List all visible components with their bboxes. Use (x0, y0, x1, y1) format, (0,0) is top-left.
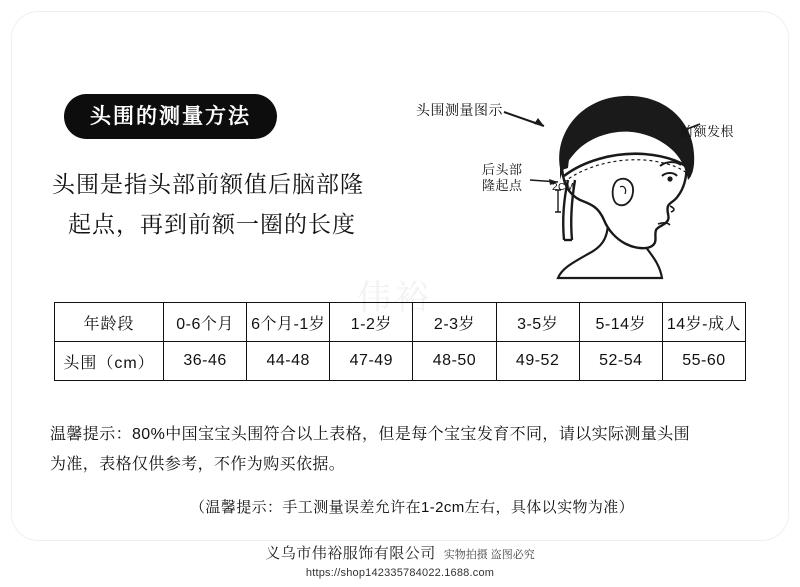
table-cell-hc-4: 49-52 (496, 342, 579, 381)
size-table-wrapper (54, 302, 746, 381)
table-row-header-age: 年龄段 (55, 303, 164, 342)
table-cell-age-6: 14岁-成人 (662, 303, 745, 342)
note-sub-text: （温馨提示：手工测量误差允许在1-2cm左右，具体以实物为准） (190, 499, 635, 516)
footer-shop-url: https://shop142335784022.1688.com (305, 567, 495, 579)
table-cell-hc-1: 44-48 (247, 342, 330, 381)
note-line-2: 为准，表格仅供参考，不作为购买依据。 (50, 455, 346, 473)
description-text (52, 164, 452, 245)
table-cell-age-5: 5-14岁 (579, 303, 662, 342)
footer-company-line (0, 542, 800, 563)
note-line-1: 温馨提示：80%中国宝宝头围符合以上表格，但是每个宝宝发育不同，请以实际测量头围 (50, 426, 691, 443)
footer-company-name: 义乌市伟裕服饰有限公司 (265, 545, 436, 562)
table-cell-hc-5: 52-54 (579, 342, 662, 381)
footer (0, 542, 800, 579)
description-line-2: 起点，再到前额一圈的长度 (68, 211, 356, 238)
content-card (12, 12, 788, 540)
front-hairline-label: 前额发根 (680, 124, 735, 139)
table-cell-hc-6: 55-60 (662, 342, 745, 381)
description-line-1: 头围是指头部前额值后脑部隆 (52, 171, 364, 197)
footer-company-note: 实物拍摄 盗图必究 (443, 549, 535, 561)
note-text (50, 420, 760, 479)
table-cell-hc-0: 36-46 (164, 342, 247, 381)
size-table (54, 302, 746, 381)
table-row (55, 303, 746, 342)
table-cell-age-0: 0-6个月 (164, 303, 247, 342)
head-measure-illustration (412, 72, 782, 292)
page-title: 头围的测量方法 (64, 94, 277, 139)
table-cell-age-4: 3-5岁 (496, 303, 579, 342)
diagram-label: 头围测量图示 (416, 102, 503, 118)
table-row-header-circumference: 头围（cm） (55, 342, 164, 381)
table-row (55, 342, 746, 381)
back-point-label: 后头部隆起点 (482, 162, 523, 194)
table-cell-age-2: 1-2岁 (330, 303, 413, 342)
table-cell-hc-2: 47-49 (330, 342, 413, 381)
watermark: 伟裕 (357, 278, 433, 318)
table-cell-age-3: 2-3岁 (413, 303, 496, 342)
table-cell-hc-3: 48-50 (413, 342, 496, 381)
table-cell-age-1: 6个月-1岁 (247, 303, 330, 342)
measure-value-label: 2CM (552, 182, 575, 193)
